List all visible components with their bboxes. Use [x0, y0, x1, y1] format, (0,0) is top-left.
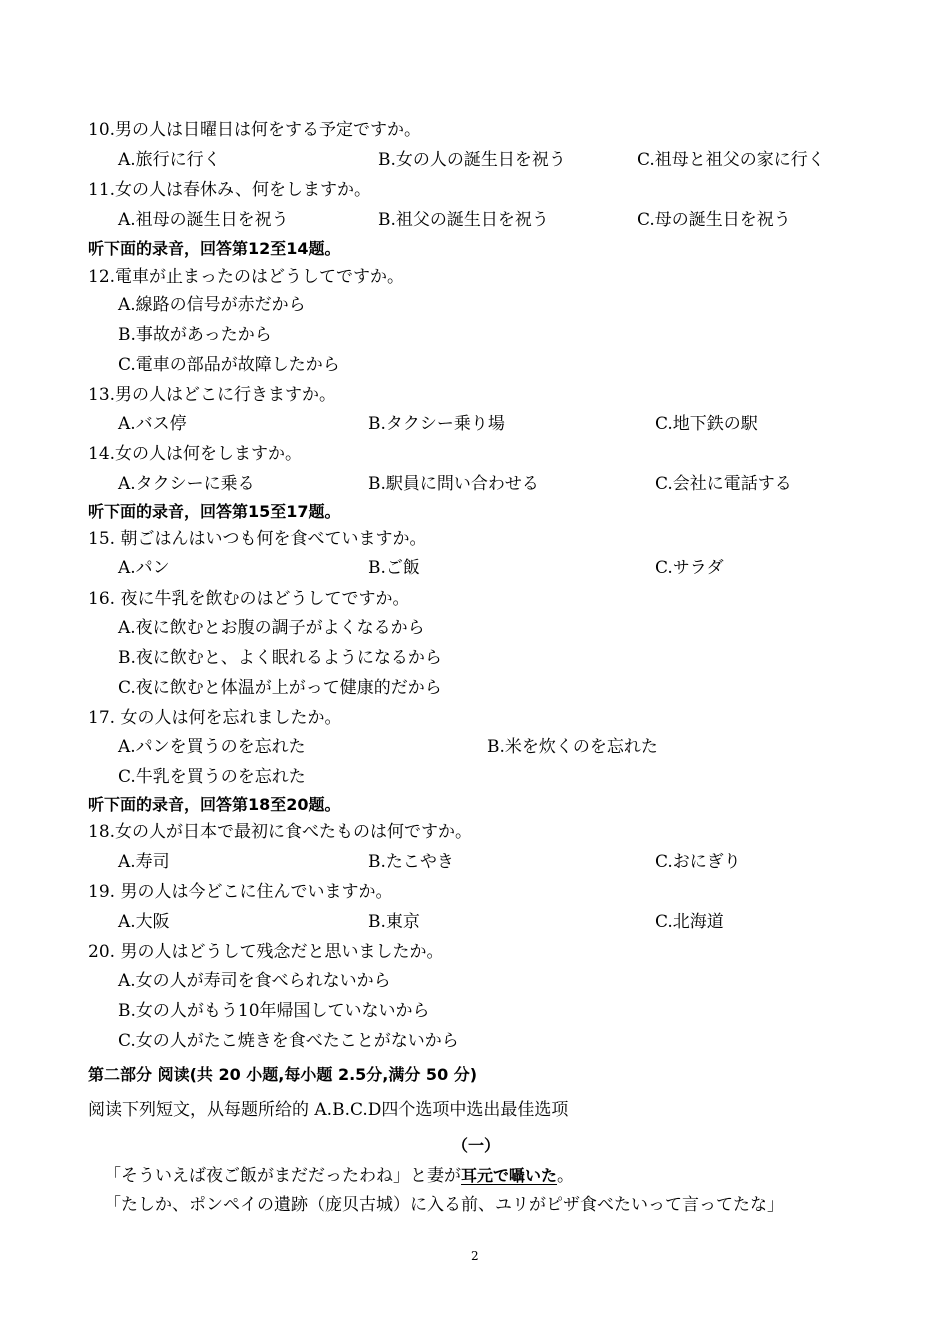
passage-text: 。 — [557, 1166, 575, 1186]
option-a: A.タクシーに乗る — [118, 474, 255, 494]
option-a: A.パンを買うのを忘れた — [118, 737, 306, 757]
option-b: B.ご飯 — [368, 558, 420, 578]
option-a: A.バス停 — [118, 414, 187, 434]
option-b: B.東京 — [368, 912, 420, 932]
option-a: A.寿司 — [118, 852, 170, 872]
option-c: C.おにぎり — [655, 852, 741, 872]
option-b: B.女の人の誕生日を祝う — [378, 150, 566, 170]
question-stem: 14.女の人は何をしますか。 — [88, 444, 303, 464]
option-a: A.大阪 — [118, 912, 170, 932]
option-a: A.祖母の誕生日を祝う — [118, 210, 289, 230]
passage-text: 「そういえば夜ご飯がまだだったわね」と妻が — [104, 1166, 461, 1186]
option-a: A.旅行に行く — [118, 150, 221, 170]
part-title: 第二部分 阅读(共 20 小题,每小题 2.5分,满分 50 分) — [88, 1065, 478, 1084]
question-stem: 12.電車が止まったのはどうしてですか。 — [88, 267, 405, 287]
option-b: B.タクシー乗り場 — [368, 414, 505, 434]
question-stem: 16. 夜に牛乳を飲むのはどうしてですか。 — [88, 589, 410, 609]
option-c: C.牛乳を買うのを忘れた — [118, 767, 306, 787]
reading-instruction: 阅读下列短文，从每题所给的 A.B.C.D四个选项中选出最佳选项 — [88, 1100, 569, 1120]
option-a: A.夜に飲むとお腹の調子がよくなるから — [118, 618, 425, 638]
option-b: B.駅員に問い合わせる — [368, 474, 539, 494]
question-stem: 18.女の人が日本で最初に食べたものは何ですか。 — [88, 822, 473, 842]
underlined-phrase: 耳元で囁いた — [461, 1166, 558, 1185]
option-c: C.北海道 — [655, 912, 724, 932]
option-a: A.女の人が寿司を食べられないから — [118, 971, 391, 991]
passage-line: 「たしか、ポンペイの遺跡（庞贝古城）に入る前、ユリがピザ食べたいって言ってたな」 — [104, 1195, 784, 1215]
option-b: B.夜に飲むと、よく眠れるようになるから — [118, 648, 442, 668]
page-number: 2 — [471, 1249, 479, 1263]
option-c: C.サラダ — [655, 558, 724, 578]
question-stem: 13.男の人はどこに行きますか。 — [88, 385, 337, 405]
question-stem: 20. 男の人はどうして残念だと思いましたか。 — [88, 942, 444, 962]
passage-line — [104, 1165, 574, 1187]
question-stem: 17. 女の人は何を忘れましたか。 — [88, 708, 342, 728]
listening-instruction: 听下面的录音，回答第18至20题。 — [88, 795, 341, 814]
option-c: C.女の人がたこ焼きを食べたことがないから — [118, 1031, 459, 1051]
option-c: C.電車の部品が故障したから — [118, 355, 340, 375]
option-b: B.米を炊くのを忘れた — [487, 737, 658, 757]
option-c: C.祖母と祖父の家に行く — [637, 150, 825, 170]
option-c: C.夜に飲むと体温が上がって健康的だから — [118, 678, 442, 698]
question-stem: 11.女の人は春休み、何をしますか。 — [88, 180, 372, 200]
question-stem: 15. 朝ごはんはいつも何を食べていますか。 — [88, 529, 427, 549]
listening-instruction: 听下面的录音，回答第15至17题。 — [88, 502, 341, 521]
option-a: A.パン — [118, 558, 170, 578]
option-c: C.地下鉄の駅 — [655, 414, 758, 434]
section-label: （一） — [452, 1136, 501, 1155]
option-b: B.たこやき — [368, 852, 454, 872]
option-c: C.会社に電話する — [655, 474, 792, 494]
option-b: B.事故があったから — [118, 325, 272, 345]
listening-instruction: 听下面的录音，回答第12至14题。 — [88, 239, 341, 258]
question-stem: 10.男の人は日曜日は何をする予定ですか。 — [88, 120, 422, 140]
question-stem: 19. 男の人は今どこに住んでいますか。 — [88, 882, 393, 902]
option-b: B.祖父の誕生日を祝う — [378, 210, 549, 230]
option-c: C.母の誕生日を祝う — [637, 210, 791, 230]
option-b: B.女の人がもう10年帰国していないから — [118, 1001, 430, 1021]
option-a: A.線路の信号が赤だから — [118, 295, 306, 315]
